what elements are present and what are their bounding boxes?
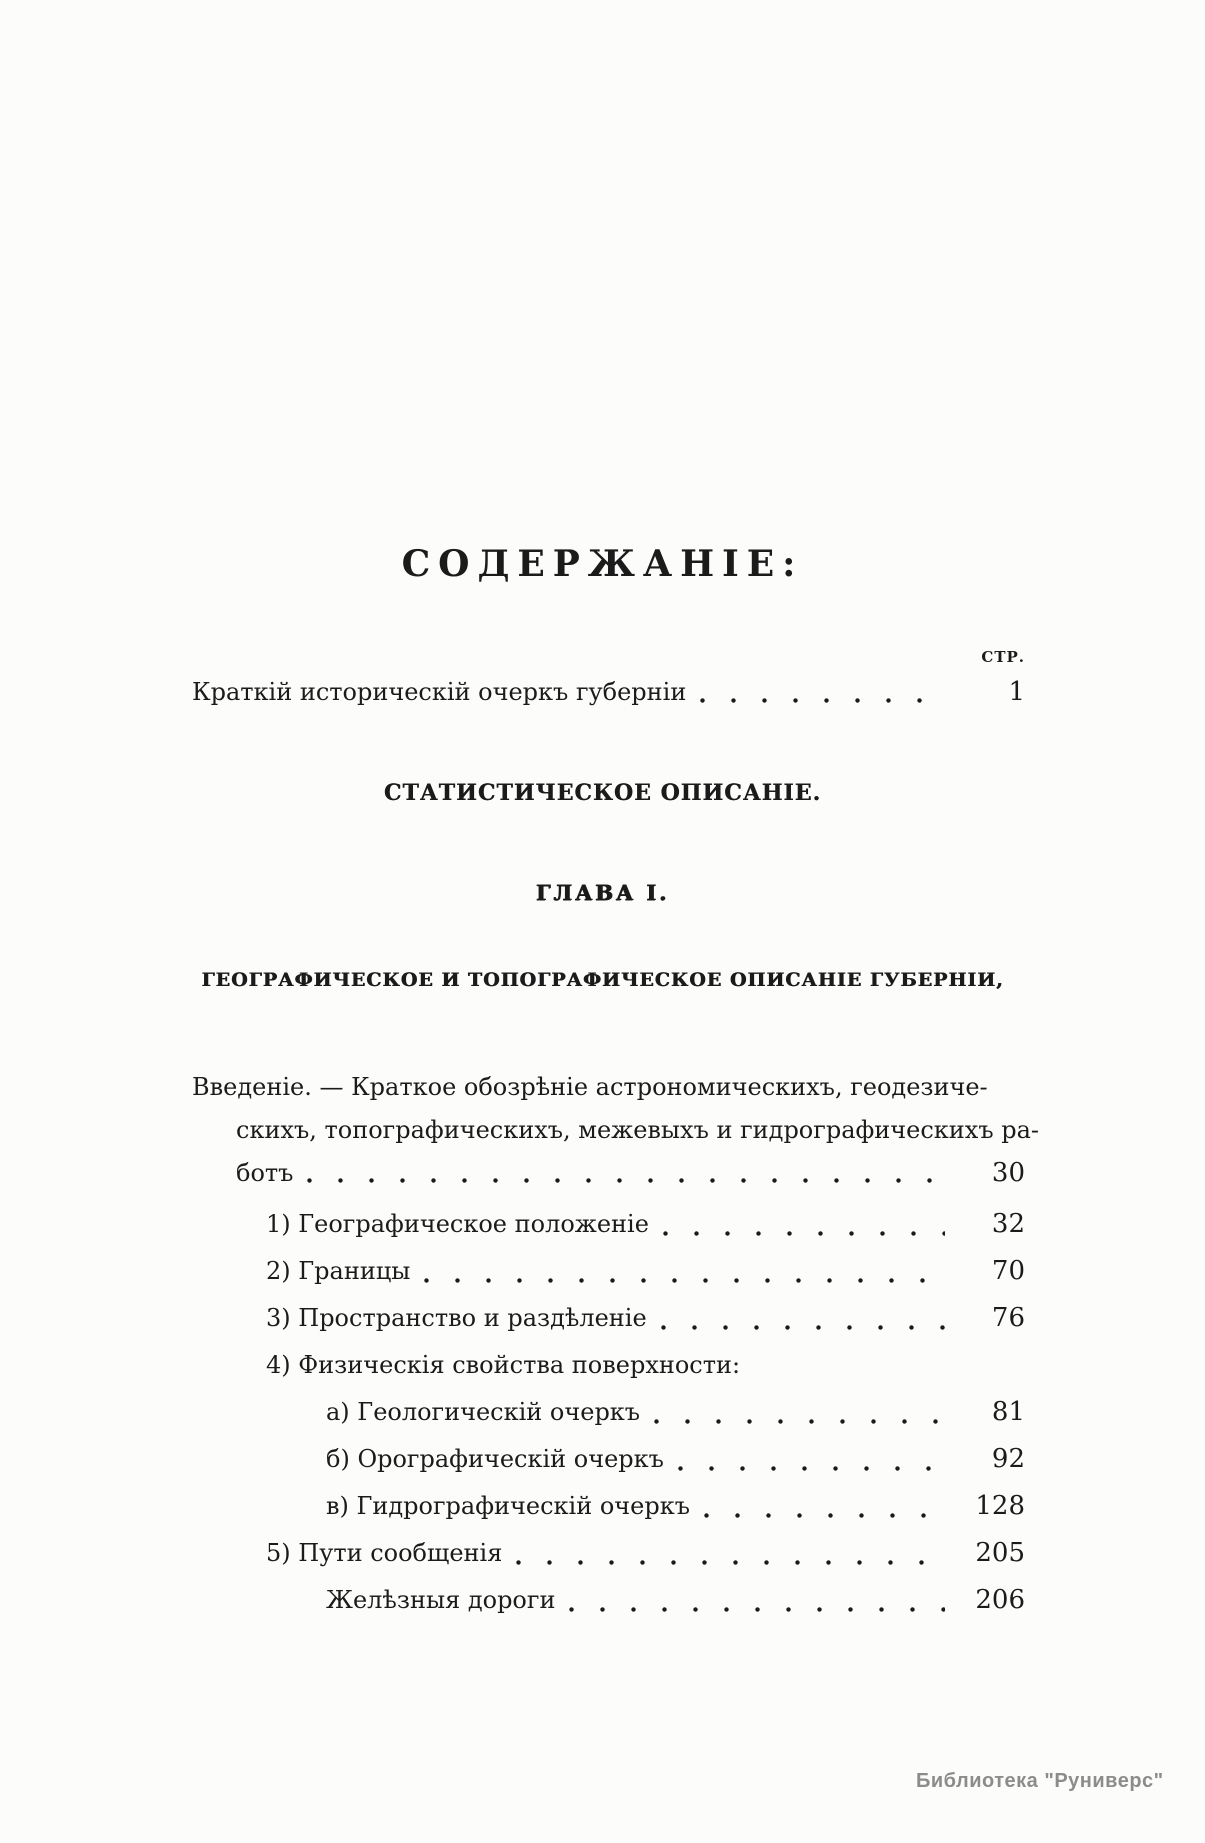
toc-page-number: 81 (991, 1397, 1025, 1427)
toc-entry-label: 3) Пространство и раздѣленіе (266, 1304, 647, 1332)
toc-entry (192, 1201, 1025, 1248)
toc-page-number: 32 (991, 1209, 1025, 1239)
toc-entry-label: 1) Географическое положеніе (266, 1210, 649, 1238)
toc-entry-label: Краткій историческій очеркъ губерніи (192, 678, 687, 706)
toc-entry (192, 1248, 1025, 1295)
toc-page-number: 205 (975, 1538, 1025, 1568)
toc-entry (192, 672, 1025, 712)
dot-leader (516, 1560, 945, 1565)
page-column-header: СТР. (981, 648, 1025, 666)
toc-entry-label: а) Геологическій очеркъ (326, 1398, 641, 1426)
toc-entry-label: 5) Пути сообщенія (266, 1539, 503, 1567)
toc-entries (192, 1201, 1025, 1624)
dot-leader (424, 1278, 945, 1283)
dot-leader (663, 1231, 945, 1236)
dot-leader (678, 1466, 945, 1471)
toc-entry (192, 1152, 1025, 1195)
toc-entry (192, 1483, 1025, 1530)
toc-entry (192, 1342, 1025, 1389)
dot-leader (704, 1513, 945, 1518)
toc-entry-label: б) Орографическій очеркъ (326, 1445, 664, 1473)
toc-entry-label: 2) Границы (266, 1257, 411, 1285)
library-watermark: Библиотека "Руниверс" (916, 1770, 1164, 1792)
chapter-subtitle: ГЕОГРАФИЧЕСКОЕ И ТОПОГРАФИЧЕСКОЕ ОПИСАНІЕ ГУБЕРНІИ, (201, 969, 1004, 991)
toc-page-number: 206 (975, 1585, 1025, 1615)
toc-page-number: 128 (975, 1491, 1025, 1521)
toc-page-number: 30 (991, 1158, 1025, 1188)
toc-entry (192, 1530, 1025, 1577)
toc-body (192, 1066, 1040, 1624)
dot-leader (569, 1607, 945, 1612)
toc-entry (192, 1577, 1025, 1624)
toc-page-number: 70 (991, 1256, 1025, 1286)
page-title: СОДЕРЖАНІЕ: (401, 543, 804, 585)
toc-page-number: 76 (991, 1303, 1025, 1333)
chapter-heading: ГЛАВА I. (535, 880, 670, 905)
toc-entry (192, 1436, 1025, 1483)
toc-page-number: 1 (1008, 677, 1025, 707)
dot-leader (654, 1419, 945, 1424)
toc-entry-label: в) Гидрографическій очеркъ (326, 1492, 690, 1520)
toc-entry (192, 1389, 1025, 1436)
toc-entry-label: 4) Физическія свойства поверхности: (266, 1351, 741, 1379)
section-heading: СТАТИСТИЧЕСКОЕ ОПИСАНІЕ. (383, 780, 822, 806)
toc-entry (192, 1295, 1025, 1342)
dot-leader (661, 1325, 945, 1330)
dot-leader (307, 1178, 945, 1183)
intro-line-1: Введеніе. — Краткое обозрѣніе астрономическихъ, геодезиче- (192, 1073, 988, 1101)
toc-page-number: 92 (991, 1444, 1025, 1474)
intro-line-2: скихъ, топографическихъ, межевыхъ и гидрографическихъ ра- (236, 1116, 1040, 1144)
dot-leader (700, 698, 945, 703)
toc-entry-label: ботъ (236, 1159, 294, 1187)
toc-entry-label: Желѣзныя дороги (326, 1586, 556, 1614)
